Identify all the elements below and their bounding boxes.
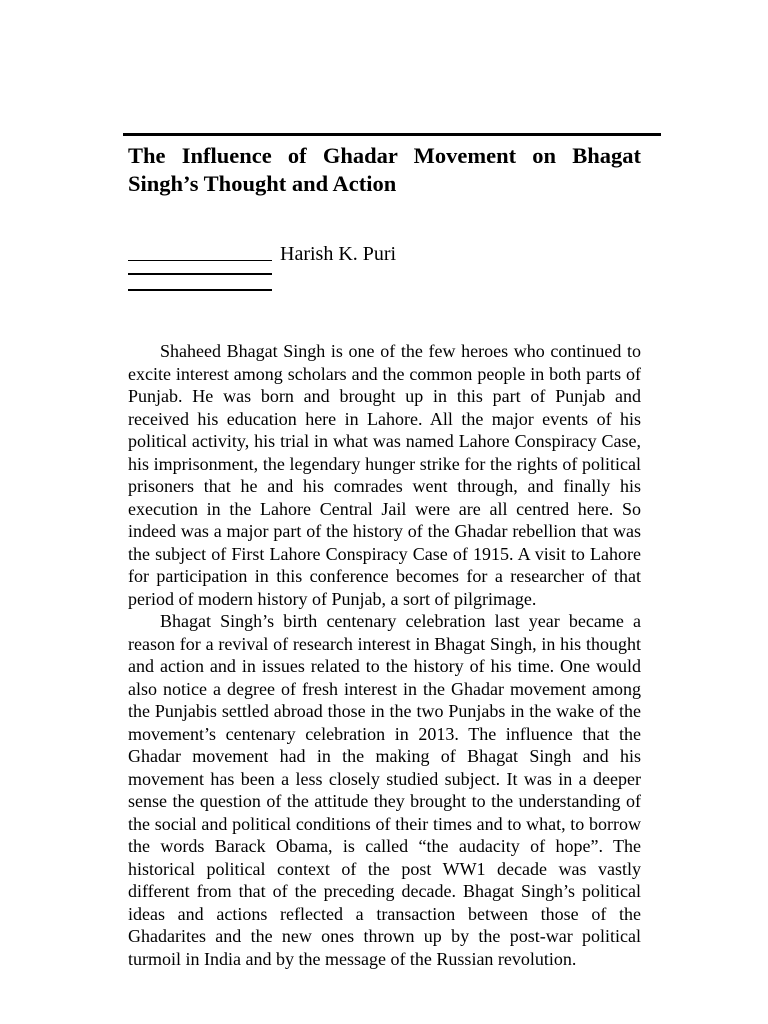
paragraph: Bhagat Singh’s birth centenary celebration last year became a reason for a revival of research interest in Bhagat Singh, in his thought and action and in issues related to the history of his time. One would also notice a degree of fresh interest in the Ghadar movement among the Punjabis settled abroad those in the two Punjabs in the wake of the movement’s centenary celebration in 2013. The influence that the Ghadar movement had in the making of Bhagat Singh and his movement has been a less closely studied subject. It was in a deeper sense the question of the attitude they brought to the understanding of the social and political conditions of their times and to what, to borrow the words Barack Obama, is called “the audacity of hope”. The historical political context of the post WW1 decade was vastly different from that of the preceding decade. Bhagat Singh’s political ideas and actions reflected a transaction between those of the Ghadarites and the new ones thrown up by the post-war political turmoil in India and by the message of the Russian revolution. — [128, 611, 641, 969]
author-rule — [128, 260, 272, 261]
article-title: The Influence of Ghadar Movement on Bhagat Singh’s Thought and Action — [128, 143, 641, 196]
author-name: Harish K. Puri — [280, 243, 397, 265]
title-rule — [123, 133, 661, 136]
article-body — [128, 340, 641, 970]
author-block — [128, 242, 641, 298]
author-rule — [128, 289, 272, 291]
paragraph: Shaheed Bhagat Singh is one of the few heroes who continued to excite interest among scholars and the common people in both parts of Punjab. He was born and brought up in this part of Punjab and received his education here in Lahore. All the major events of his political activity, his trial in what was named Lahore Conspiracy Case, his imprisonment, the legendary hunger strike for the rights of political prisoners that he and his comrades went through, and finally his execution in the Lahore Central Jail were are all centred here. So indeed was a major part of the history of the Ghadar rebellion that was the subject of First Lahore Conspiracy Case of 1915. A visit to Lahore for participation in this conference becomes for a researcher of that period of modern history of Punjab, a sort of pilgrimage. — [128, 341, 641, 609]
author-rule — [128, 273, 272, 275]
